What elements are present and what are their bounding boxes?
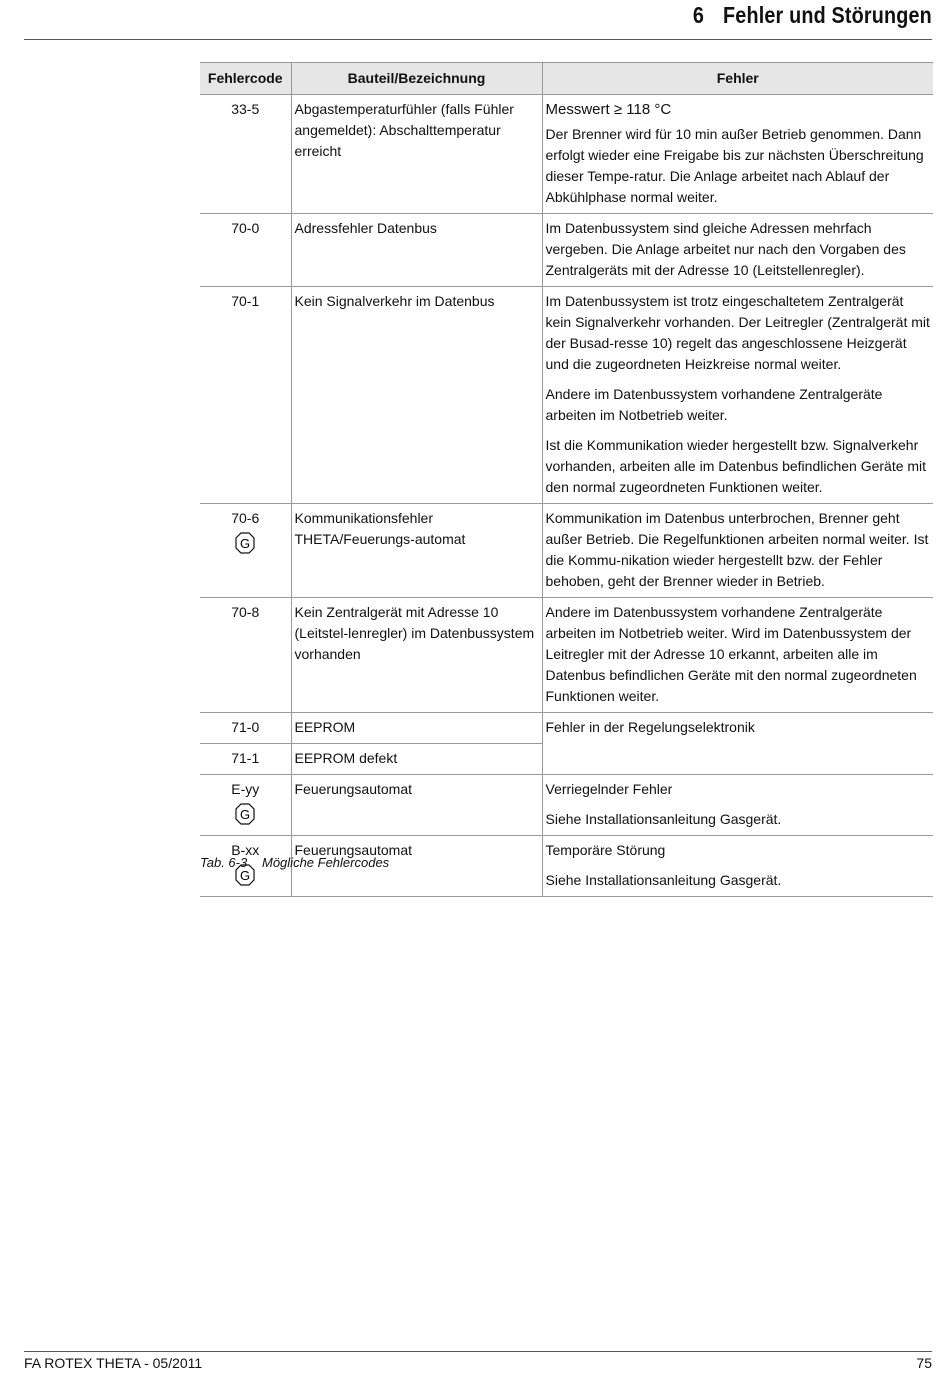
error-description xyxy=(542,598,933,713)
error-code: 71-0 xyxy=(200,713,291,744)
description-paragraph: Kommunikation im Datenbus unterbrochen, Brenner geht außer Betrieb. Die Regelfunktionen arbeiten normal weiter. Ist die Kommu-nikation wieder hergestellt bzw. der Fehler behoben, geht der Brenner wieder in Betrieb. xyxy=(545,510,929,589)
description-paragraph: Messwert ≥ 118 °C xyxy=(545,101,672,118)
table-row xyxy=(200,713,933,744)
error-code: E-yy G xyxy=(200,775,291,836)
caption-text: Mögliche Fehlercodes xyxy=(262,855,390,870)
error-code: 33-5 xyxy=(200,95,291,214)
table-header-row xyxy=(200,63,933,95)
error-code: 70-6 G xyxy=(200,504,291,598)
chapter-title: Fehler und Störungen xyxy=(723,2,932,28)
description-paragraph: Ist die Kommunikation wieder hergestellt bzw. Signalverkehr vorhanden, arbeiten alle im Datenbus befindlichen Geräte mit den normal zugeordneten Funktionen weiter. xyxy=(545,437,927,495)
table-row xyxy=(200,775,933,836)
component-cell: EEPROM xyxy=(291,713,542,744)
error-description xyxy=(542,214,933,287)
description-paragraph: Im Datenbussystem sind gleiche Adressen mehrfach vergeben. Die Anlage arbeitet nur nach den Vorgaben des Zentralgeräts mit der Adresse 10 (Leitstellenregler). xyxy=(545,220,906,278)
description-paragraph: Siehe Installationsanleitung Gasgerät. xyxy=(545,872,782,888)
table-row xyxy=(200,598,933,713)
description-paragraph: Der Brenner wird für 10 min außer Betrieb genommen. Dann erfolgt wieder eine Freigabe bis zur nächsten Überschreitung dieser Tempe-ratur. Die Anlage arbeitet nach Ablauf der Abkühlphase normal weiter. xyxy=(545,126,924,205)
svg-text:G: G xyxy=(240,868,251,883)
component-cell: Abgastemperaturfühler (falls Fühler angemeldet): Abschalttemperatur erreicht xyxy=(291,95,542,214)
column-header-component: Bauteil/Bezeichnung xyxy=(291,63,542,95)
gas-device-badge-icon xyxy=(235,803,255,825)
description-paragraph: Siehe Installationsanleitung Gasgerät. xyxy=(545,811,782,827)
table-caption xyxy=(200,855,389,870)
component-cell: Kein Signalverkehr im Datenbus xyxy=(291,287,542,504)
error-code: B-xx G xyxy=(200,836,291,897)
table-row xyxy=(200,504,933,598)
component-cell: Feuerungsautomat xyxy=(291,836,542,897)
header-divider xyxy=(24,39,932,40)
component-cell: Kommunikationsfehler THETA/Feuerungs-automat xyxy=(291,504,542,598)
chapter-number: 6 xyxy=(692,2,705,28)
table-row xyxy=(200,287,933,504)
component-cell: Kein Zentralgerät mit Adresse 10 (Leitstel-lenregler) im Datenbussystem vorhanden xyxy=(291,598,542,713)
description-paragraph: Fehler in der Regelungselektronik xyxy=(545,719,755,735)
component-cell: Feuerungsautomat xyxy=(291,775,542,836)
error-description xyxy=(542,836,933,897)
description-paragraph: Andere im Datenbussystem vorhandene Zentralgeräte arbeiten im Notbetrieb weiter. xyxy=(545,386,883,423)
column-header-error: Fehler xyxy=(542,63,933,95)
error-code: 70-0 xyxy=(200,214,291,287)
description-paragraph: Andere im Datenbussystem vorhandene Zentralgeräte arbeiten im Notbetrieb weiter. Wird im Datenbussystem der Leitregler mit der Adresse 10 erkannt, arbeiten alle im Datenbus befindlichen Geräte mit den normal zugeordneten Funktionen weiter. xyxy=(545,604,917,704)
error-code: 70-8 xyxy=(200,598,291,713)
footer-document-id: FA ROTEX THETA - 05/2011 xyxy=(24,1355,203,1371)
svg-text:G: G xyxy=(240,536,251,551)
page-number: 75 xyxy=(916,1355,932,1371)
description-paragraph: Temporäre Störung xyxy=(545,842,666,858)
error-description xyxy=(542,775,933,836)
description-paragraph: Verriegelnder Fehler xyxy=(545,781,673,797)
column-header-code: Fehlercode xyxy=(200,63,291,95)
error-code: 70-1 xyxy=(200,287,291,504)
component-cell: EEPROM defekt xyxy=(291,744,542,775)
table-row xyxy=(200,214,933,287)
component-cell: Adressfehler Datenbus xyxy=(291,214,542,287)
footer-divider xyxy=(24,1351,932,1352)
table-row xyxy=(200,95,933,214)
error-description xyxy=(542,287,933,504)
error-code-table xyxy=(200,62,933,897)
caption-label: Tab. 6-3 xyxy=(200,855,248,870)
gas-device-badge-icon xyxy=(235,532,255,554)
error-description xyxy=(542,504,933,598)
error-description xyxy=(542,713,933,775)
description-paragraph: Im Datenbussystem ist trotz eingeschaltetem Zentralgerät kein Signalverkehr vorhanden. Der Leitregler (Zentralgerät mit der Busad-resse 10) regelt das angeschlossene Heizgerät und die zugeordneten Heizkreise normal weiter. xyxy=(545,293,930,372)
svg-text:G: G xyxy=(240,807,251,822)
error-code: 71-1 xyxy=(200,744,291,775)
chapter-heading xyxy=(693,2,932,29)
error-description xyxy=(542,95,933,214)
